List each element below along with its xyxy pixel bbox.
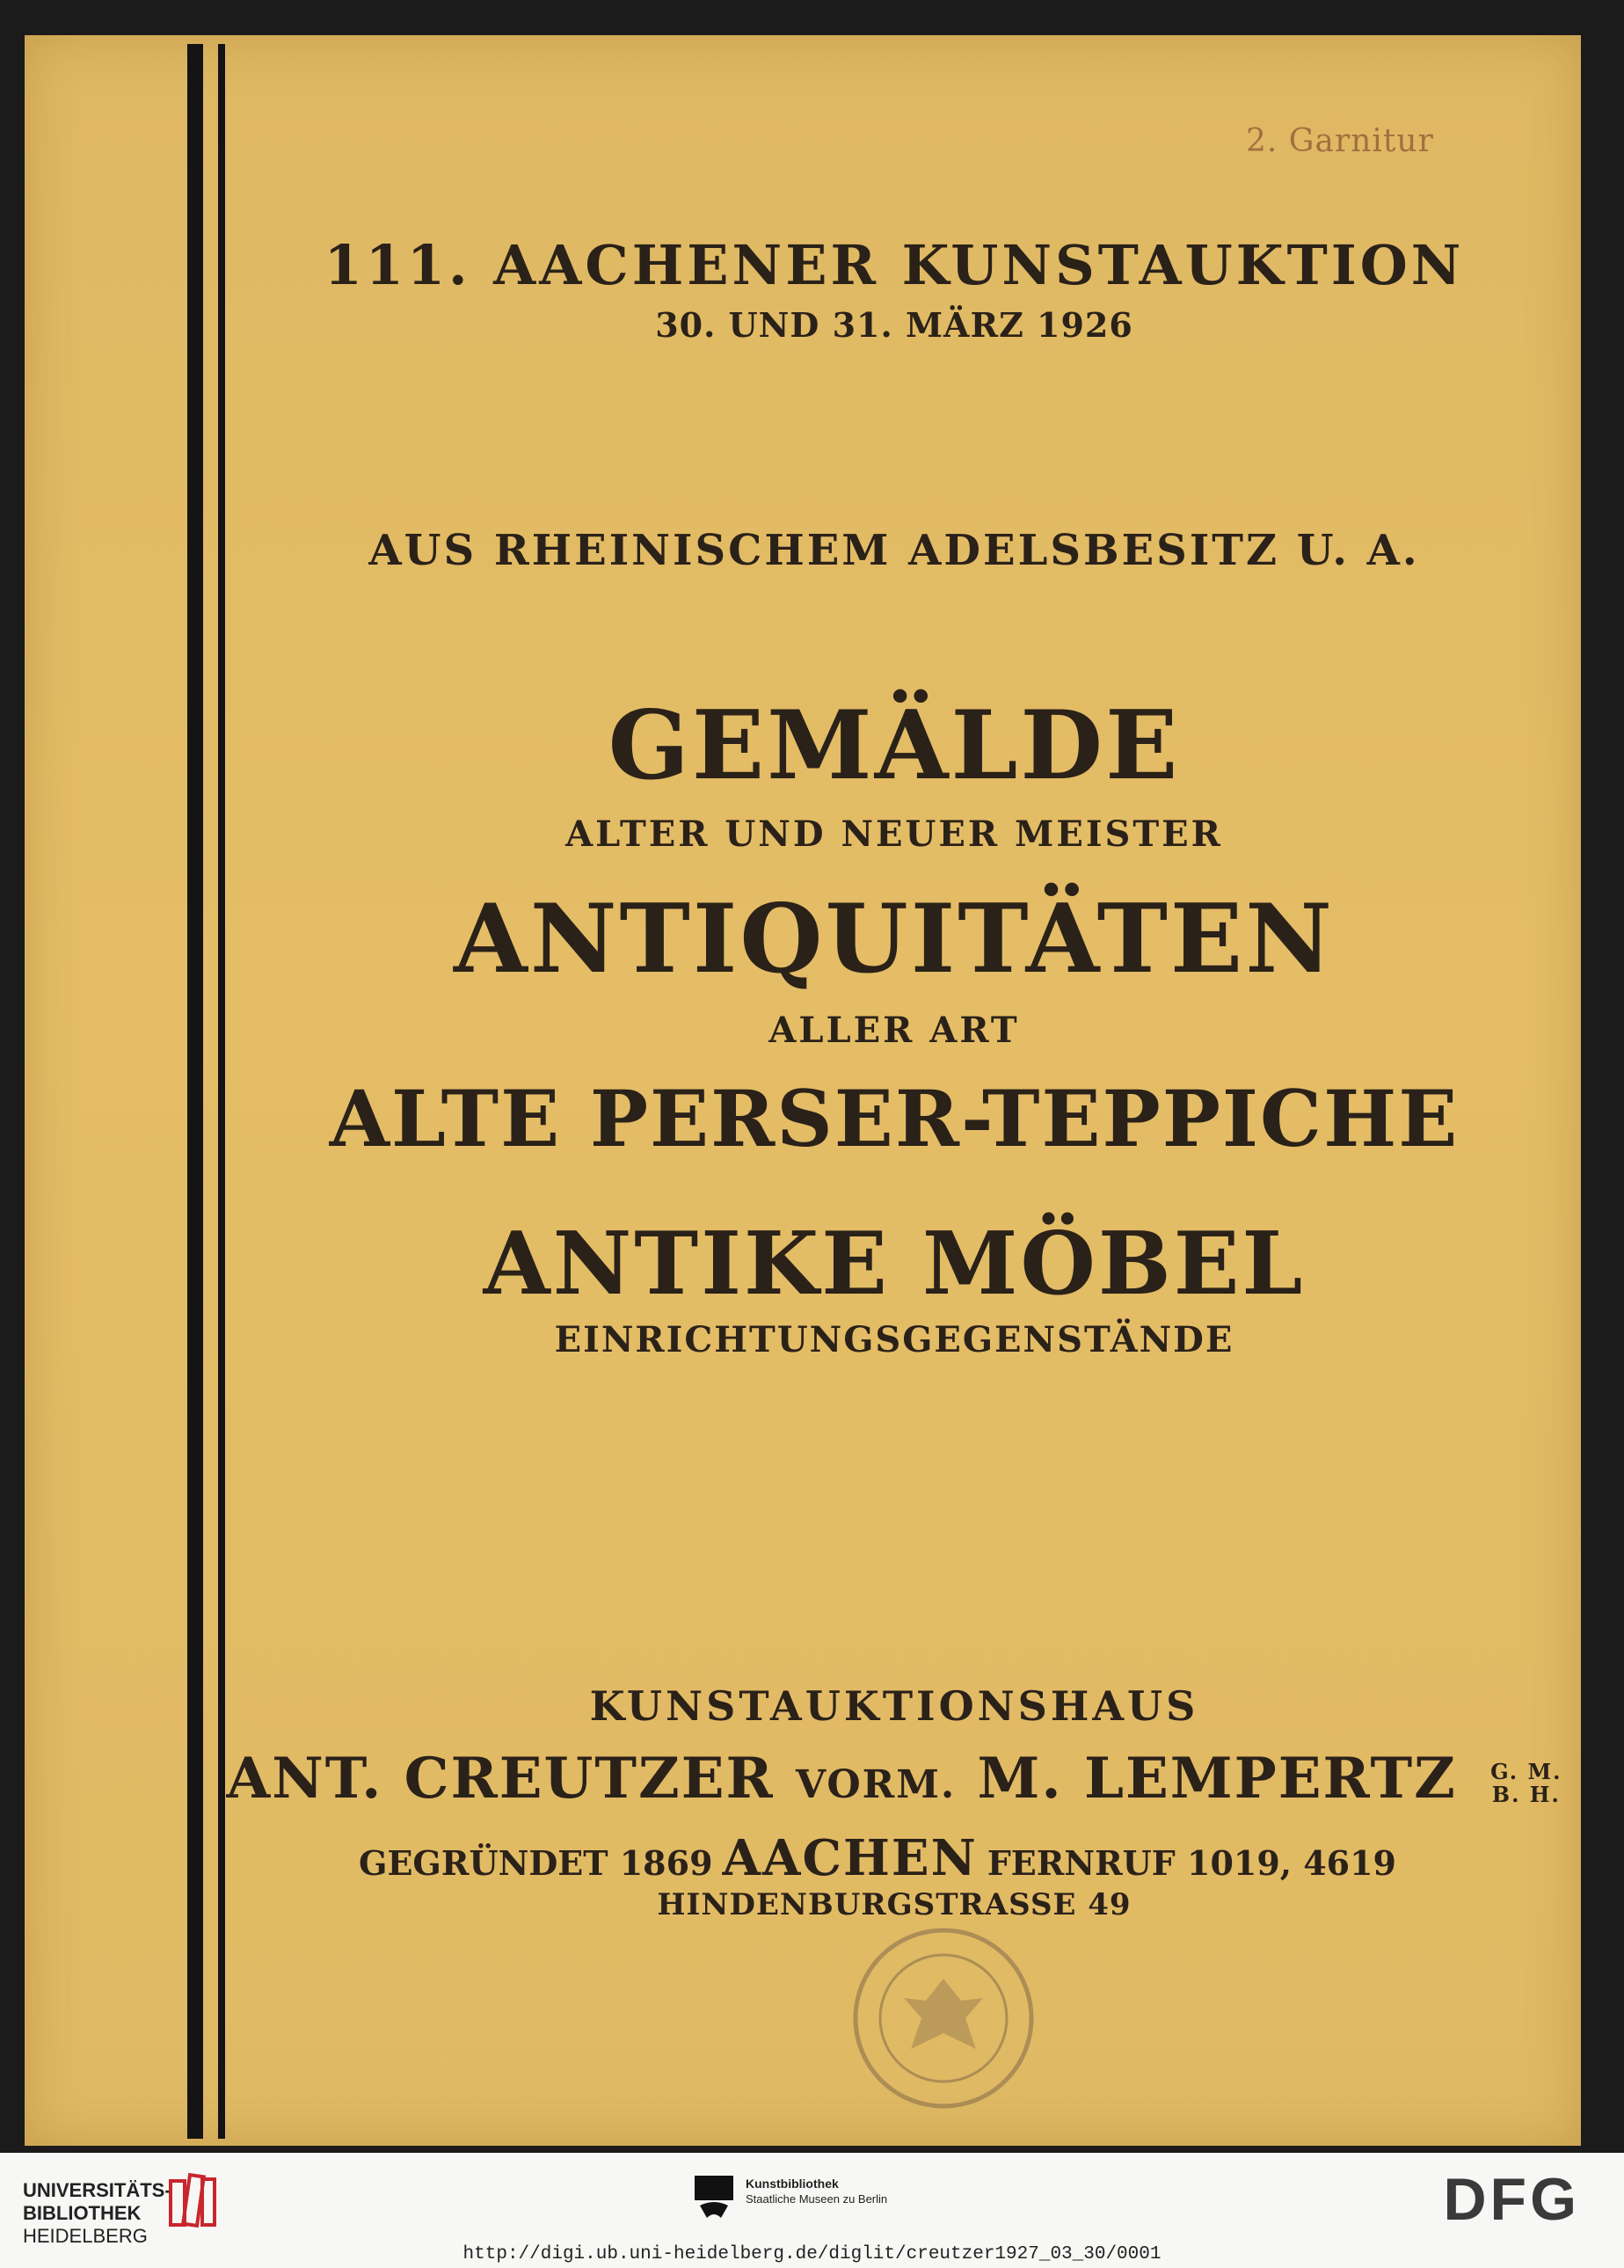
category-furniture-sub: EINRICHTUNGSGEGENSTÄNDE	[554, 1319, 1234, 1360]
firm-vorm: VORM.	[795, 1762, 957, 1807]
book-stack-icon	[167, 2172, 220, 2230]
uni-logo-line2: BIBLIOTHEK	[23, 2202, 142, 2224]
kunstbibliothek-subtitle: Staatliche Museen zu Berlin	[746, 2192, 888, 2206]
library-seal-stamp	[842, 1917, 1045, 2119]
kunstbibliothek-mark-icon	[695, 2176, 733, 2220]
founded-year: GEGRÜNDET 1869	[359, 1843, 713, 1883]
firm-name: ANT. CREUTZER	[226, 1746, 775, 1812]
kunstbibliothek-logo[interactable]	[695, 2176, 887, 2220]
contact-row	[359, 1829, 1396, 1887]
catalog-cover	[25, 35, 1581, 2146]
dfg-logo[interactable]: DFG	[1443, 2166, 1580, 2233]
firm-legal-bottom: B. H.	[1491, 1781, 1561, 1807]
handstamp-note: 2. Garnitur	[1246, 123, 1434, 159]
firm-predecessor: M. LEMPERTZ	[977, 1746, 1457, 1812]
uni-logo-line3: HEIDELBERG	[23, 2225, 148, 2247]
category-furniture: ANTIKE MÖBEL	[483, 1214, 1306, 1315]
category-antiques: ANTIQUITÄTEN	[454, 884, 1335, 995]
auction-date: 30. UND 31. MÄRZ 1926	[655, 305, 1133, 345]
permalink-url[interactable]: http://digi.ub.uni-heidelberg.de/diglit/creutzer1927_03_30/0001	[462, 2244, 1162, 2264]
firm-legal-form	[1490, 1758, 1562, 1807]
kunstbibliothek-name: Kunstbibliothek	[746, 2177, 839, 2191]
category-paintings: GEMÄLDE	[608, 690, 1181, 801]
spine-rule-thick	[187, 44, 203, 2139]
category-carpets: ALTE PERSER-TEPPICHE	[329, 1073, 1460, 1164]
university-library-logo[interactable]	[23, 2179, 171, 2248]
auction-title: 111. AACHENER KUNSTAUKTION	[324, 233, 1465, 297]
firm-name-line	[208, 1746, 1581, 1812]
auction-house-label: KUNSTAUKTIONSHAUS	[589, 1682, 1199, 1730]
provenance-line: AUS RHEINISCHEM ADELSBESITZ U. A.	[368, 526, 1420, 575]
category-paintings-sub: ALTER UND NEUER MEISTER	[565, 813, 1223, 855]
uni-logo-line1: UNIVERSITÄTS-	[23, 2179, 171, 2201]
firm-legal-top: G. M.	[1490, 1758, 1562, 1784]
city: AACHEN	[722, 1829, 978, 1887]
phone-number: FERNRUF 1019, 4619	[987, 1843, 1396, 1883]
category-antiques-sub: ALLER ART	[768, 1010, 1020, 1051]
street-address: HINDENBURGSTRASSE 49	[657, 1887, 1132, 1922]
digitization-footer	[0, 2153, 1624, 2268]
